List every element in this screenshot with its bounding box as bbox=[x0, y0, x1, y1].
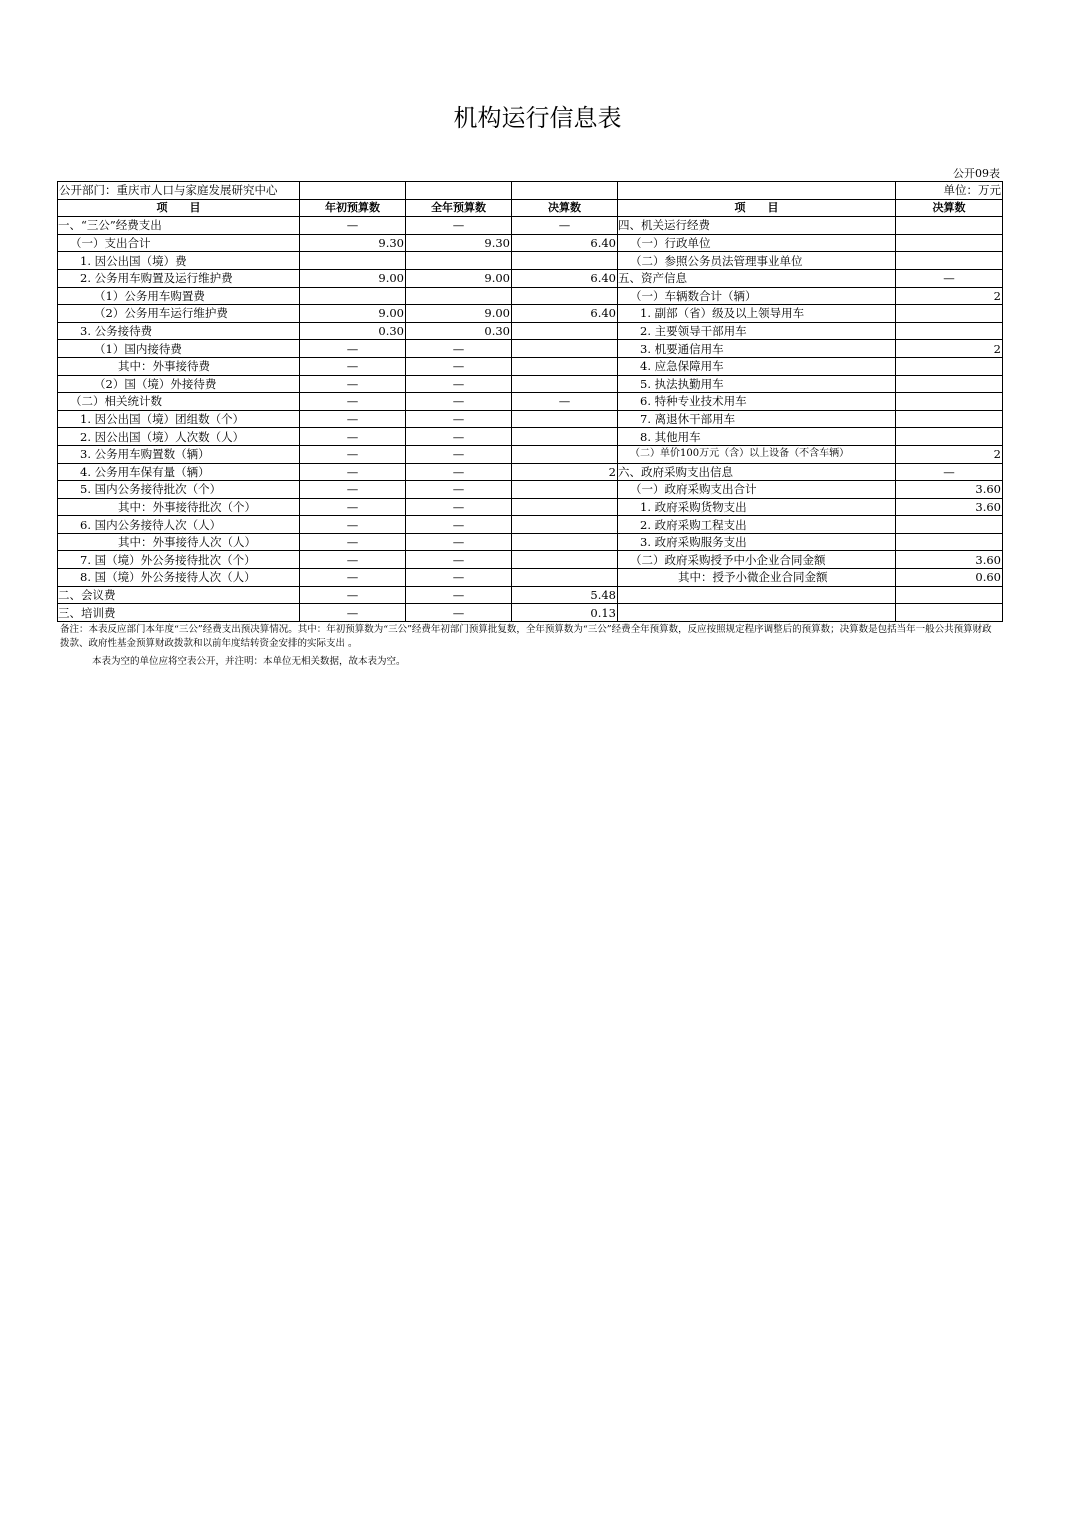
budget-full-cell: — bbox=[406, 516, 512, 534]
right-item-cell: （一）车辆数合计（辆） bbox=[618, 287, 896, 305]
final-amount-cell bbox=[512, 375, 618, 393]
right-final-cell bbox=[896, 252, 1003, 270]
right-final-cell: 3.60 bbox=[896, 481, 1003, 499]
unit-label: 单位：万元 bbox=[896, 182, 1003, 200]
right-final-cell bbox=[896, 393, 1003, 411]
header-budget-initial: 年初预算数 bbox=[300, 199, 406, 217]
header-budget-full: 全年预算数 bbox=[406, 199, 512, 217]
table-row bbox=[58, 340, 1003, 358]
left-item-cell: 其中：外事接待人次（人） bbox=[58, 533, 300, 551]
final-amount-cell bbox=[512, 445, 618, 463]
meta-empty bbox=[618, 182, 896, 200]
right-item-cell: 2. 政府采购工程支出 bbox=[618, 516, 896, 534]
budget-initial-cell: — bbox=[300, 217, 406, 235]
budget-full-cell: 9.00 bbox=[406, 305, 512, 323]
budget-initial-cell: — bbox=[300, 551, 406, 569]
table-row bbox=[58, 569, 1003, 587]
right-item-cell: 1. 政府采购货物支出 bbox=[618, 498, 896, 516]
left-item-cell: （1）公务用车购置费 bbox=[58, 287, 300, 305]
table-row bbox=[58, 287, 1003, 305]
table-row bbox=[58, 269, 1003, 287]
final-amount-cell bbox=[512, 551, 618, 569]
budget-full-cell: 0.30 bbox=[406, 322, 512, 340]
budget-full-cell: — bbox=[406, 586, 512, 604]
final-amount-cell bbox=[512, 428, 618, 446]
meta-empty bbox=[406, 182, 512, 200]
final-amount-cell: 2 bbox=[512, 463, 618, 481]
right-final-cell: 3.60 bbox=[896, 498, 1003, 516]
header-left-item: 项 目 bbox=[58, 199, 300, 217]
right-final-cell bbox=[896, 217, 1003, 235]
right-item-cell: 1. 副部（省）级及以上领导用车 bbox=[618, 305, 896, 323]
right-item-cell bbox=[618, 604, 896, 622]
budget-initial-cell bbox=[300, 252, 406, 270]
left-item-cell: 3. 公务用车购置数（辆） bbox=[58, 445, 300, 463]
left-item-cell: 7. 国（境）外公务接待批次（个） bbox=[58, 551, 300, 569]
table-number: 公开09表 bbox=[953, 167, 1000, 180]
right-final-cell bbox=[896, 410, 1003, 428]
budget-full-cell bbox=[406, 252, 512, 270]
budget-full-cell: — bbox=[406, 340, 512, 358]
right-item-cell: 五、资产信息 bbox=[618, 269, 896, 287]
budget-initial-cell: — bbox=[300, 357, 406, 375]
final-amount-cell bbox=[512, 533, 618, 551]
budget-initial-cell: — bbox=[300, 393, 406, 411]
budget-initial-cell: 0.30 bbox=[300, 322, 406, 340]
table-row bbox=[58, 551, 1003, 569]
left-item-cell: 6. 国内公务接待人次（人） bbox=[58, 516, 300, 534]
budget-initial-cell: — bbox=[300, 604, 406, 622]
table-row bbox=[58, 410, 1003, 428]
right-final-cell: 0.60 bbox=[896, 569, 1003, 587]
right-final-cell bbox=[896, 305, 1003, 323]
final-amount-cell: 6.40 bbox=[512, 269, 618, 287]
right-item-cell: 4. 应急保障用车 bbox=[618, 357, 896, 375]
page-title: 机构运行信息表 bbox=[453, 104, 622, 132]
right-final-cell: — bbox=[896, 463, 1003, 481]
budget-initial-cell: — bbox=[300, 569, 406, 587]
budget-initial-cell: — bbox=[300, 428, 406, 446]
right-final-cell bbox=[896, 586, 1003, 604]
right-item-cell: 6. 特种专业技术用车 bbox=[618, 393, 896, 411]
left-item-cell: 1. 因公出国（境）费 bbox=[58, 252, 300, 270]
department-label: 公开部门：重庆市人口与家庭发展研究中心 bbox=[58, 182, 300, 200]
budget-initial-cell: — bbox=[300, 481, 406, 499]
table-row bbox=[58, 322, 1003, 340]
left-item-cell: （一）支出合计 bbox=[58, 234, 300, 252]
final-amount-cell bbox=[512, 410, 618, 428]
budget-full-cell: — bbox=[406, 604, 512, 622]
right-item-cell: 3. 机要通信用车 bbox=[618, 340, 896, 358]
left-item-cell: 其中：外事接待批次（个） bbox=[58, 498, 300, 516]
right-item-cell: （一）行政单位 bbox=[618, 234, 896, 252]
final-amount-cell bbox=[512, 322, 618, 340]
budget-initial-cell: — bbox=[300, 533, 406, 551]
final-amount-cell: 0.13 bbox=[512, 604, 618, 622]
table-row bbox=[58, 428, 1003, 446]
right-final-cell: 2 bbox=[896, 340, 1003, 358]
footnote: 备注：本表反应部门本年度“三公”经费支出预决算情况。其中：年初预算数为“三公”经费年初部门预算批复数，全年预算数为“三公”经费全年预算数，反应按照规定程序调整后的预算数；决算数是包括当年一般公共预算财政拨款、政府性基金预算财政拨款和以前年度结转资金安排的实际支出 。 bbox=[60, 624, 992, 649]
table-row bbox=[58, 252, 1003, 270]
final-amount-cell bbox=[512, 516, 618, 534]
table-row bbox=[58, 481, 1003, 499]
final-amount-cell: 6.40 bbox=[512, 234, 618, 252]
table-row bbox=[58, 586, 1003, 604]
right-final-cell bbox=[896, 533, 1003, 551]
left-item-cell: 二、会议费 bbox=[58, 586, 300, 604]
table-row bbox=[58, 305, 1003, 323]
budget-full-cell bbox=[406, 287, 512, 305]
right-item-cell: 7. 离退休干部用车 bbox=[618, 410, 896, 428]
table-row bbox=[58, 357, 1003, 375]
budget-full-cell: — bbox=[406, 533, 512, 551]
left-item-cell: （二）相关统计数 bbox=[58, 393, 300, 411]
budget-initial-cell: — bbox=[300, 445, 406, 463]
right-final-cell bbox=[896, 322, 1003, 340]
budget-initial-cell: 9.00 bbox=[300, 269, 406, 287]
budget-initial-cell: — bbox=[300, 410, 406, 428]
table-row bbox=[58, 234, 1003, 252]
budget-initial-cell: — bbox=[300, 516, 406, 534]
final-amount-cell: — bbox=[512, 393, 618, 411]
budget-full-cell: — bbox=[406, 393, 512, 411]
right-item-cell: 5. 执法执勤用车 bbox=[618, 375, 896, 393]
right-final-cell bbox=[896, 357, 1003, 375]
left-item-cell: 一、“三公”经费支出 bbox=[58, 217, 300, 235]
meta-empty bbox=[300, 182, 406, 200]
right-item-cell: 其中：授予小微企业合同金额 bbox=[618, 569, 896, 587]
final-amount-cell bbox=[512, 340, 618, 358]
right-item-cell: （一）政府采购支出合计 bbox=[618, 481, 896, 499]
final-amount-cell bbox=[512, 498, 618, 516]
final-amount-cell: 5.48 bbox=[512, 586, 618, 604]
budget-full-cell: — bbox=[406, 445, 512, 463]
right-item-cell: 8. 其他用车 bbox=[618, 428, 896, 446]
budget-initial-cell bbox=[300, 287, 406, 305]
final-amount-cell bbox=[512, 287, 618, 305]
meta-empty bbox=[512, 182, 618, 200]
right-item-cell: （二）参照公务员法管理事业单位 bbox=[618, 252, 896, 270]
budget-initial-cell: — bbox=[300, 463, 406, 481]
budget-full-cell: 9.00 bbox=[406, 269, 512, 287]
right-final-cell bbox=[896, 234, 1003, 252]
table-row bbox=[58, 604, 1003, 622]
left-item-cell: （1）国内接待费 bbox=[58, 340, 300, 358]
left-item-cell: 8. 国（境）外公务接待人次（人） bbox=[58, 569, 300, 587]
left-item-cell: 1. 因公出国（境）团组数（个） bbox=[58, 410, 300, 428]
right-final-cell: 3.60 bbox=[896, 551, 1003, 569]
meta-row bbox=[58, 182, 1003, 200]
final-amount-cell: 6.40 bbox=[512, 305, 618, 323]
right-item-cell: 六、政府采购支出信息 bbox=[618, 463, 896, 481]
budget-initial-cell: — bbox=[300, 498, 406, 516]
right-item-cell: 3. 政府采购服务支出 bbox=[618, 533, 896, 551]
header-right-final: 决算数 bbox=[896, 199, 1003, 217]
right-item-cell: 2. 主要领导干部用车 bbox=[618, 322, 896, 340]
table-row bbox=[58, 463, 1003, 481]
budget-full-cell: — bbox=[406, 357, 512, 375]
final-amount-cell bbox=[512, 357, 618, 375]
budget-full-cell: — bbox=[406, 498, 512, 516]
budget-full-cell: — bbox=[406, 217, 512, 235]
left-item-cell: 5. 国内公务接待批次（个） bbox=[58, 481, 300, 499]
right-final-cell bbox=[896, 428, 1003, 446]
table-row bbox=[58, 375, 1003, 393]
budget-initial-cell: 9.30 bbox=[300, 234, 406, 252]
budget-full-cell: — bbox=[406, 410, 512, 428]
table-row bbox=[58, 516, 1003, 534]
final-amount-cell bbox=[512, 481, 618, 499]
table-row bbox=[58, 445, 1003, 463]
right-final-cell bbox=[896, 516, 1003, 534]
budget-initial-cell: — bbox=[300, 375, 406, 393]
left-item-cell: 2. 因公出国（境）人次数（人） bbox=[58, 428, 300, 446]
header-final: 决算数 bbox=[512, 199, 618, 217]
budget-full-cell: — bbox=[406, 428, 512, 446]
budget-full-cell: — bbox=[406, 569, 512, 587]
left-item-cell: （2）公务用车运行维护费 bbox=[58, 305, 300, 323]
left-item-cell: 三、培训费 bbox=[58, 604, 300, 622]
budget-full-cell: — bbox=[406, 375, 512, 393]
budget-initial-cell: 9.00 bbox=[300, 305, 406, 323]
budget-initial-cell: — bbox=[300, 586, 406, 604]
right-final-cell: 2 bbox=[896, 287, 1003, 305]
budget-full-cell: 9.30 bbox=[406, 234, 512, 252]
table-row bbox=[58, 533, 1003, 551]
left-item-cell: 2. 公务用车购置及运行维护费 bbox=[58, 269, 300, 287]
right-item-cell: （二）单价100万元（含）以上设备（不含车辆） bbox=[618, 445, 896, 463]
budget-full-cell: — bbox=[406, 551, 512, 569]
right-final-cell: — bbox=[896, 269, 1003, 287]
left-item-cell: 其中：外事接待费 bbox=[58, 357, 300, 375]
header-right-item: 项 目 bbox=[618, 199, 896, 217]
header-row bbox=[58, 199, 1003, 217]
table-row bbox=[58, 393, 1003, 411]
left-item-cell: 3. 公务接待费 bbox=[58, 322, 300, 340]
info-table bbox=[57, 181, 1003, 622]
footnote-empty-table: 本表为空的单位应将空表公开，并注明：本单位无相关数据，故本表为空。 bbox=[92, 656, 406, 667]
budget-full-cell: — bbox=[406, 463, 512, 481]
left-item-cell: （2）国（境）外接待费 bbox=[58, 375, 300, 393]
final-amount-cell: — bbox=[512, 217, 618, 235]
right-item-cell bbox=[618, 586, 896, 604]
right-final-cell bbox=[896, 375, 1003, 393]
right-item-cell: 四、机关运行经费 bbox=[618, 217, 896, 235]
right-final-cell bbox=[896, 604, 1003, 622]
right-item-cell: （二）政府采购授予中小企业合同金额 bbox=[618, 551, 896, 569]
final-amount-cell bbox=[512, 252, 618, 270]
right-final-cell: 2 bbox=[896, 445, 1003, 463]
left-item-cell: 4. 公务用车保有量（辆） bbox=[58, 463, 300, 481]
final-amount-cell bbox=[512, 569, 618, 587]
budget-initial-cell: — bbox=[300, 340, 406, 358]
budget-full-cell: — bbox=[406, 481, 512, 499]
table-row bbox=[58, 217, 1003, 235]
table-row bbox=[58, 498, 1003, 516]
